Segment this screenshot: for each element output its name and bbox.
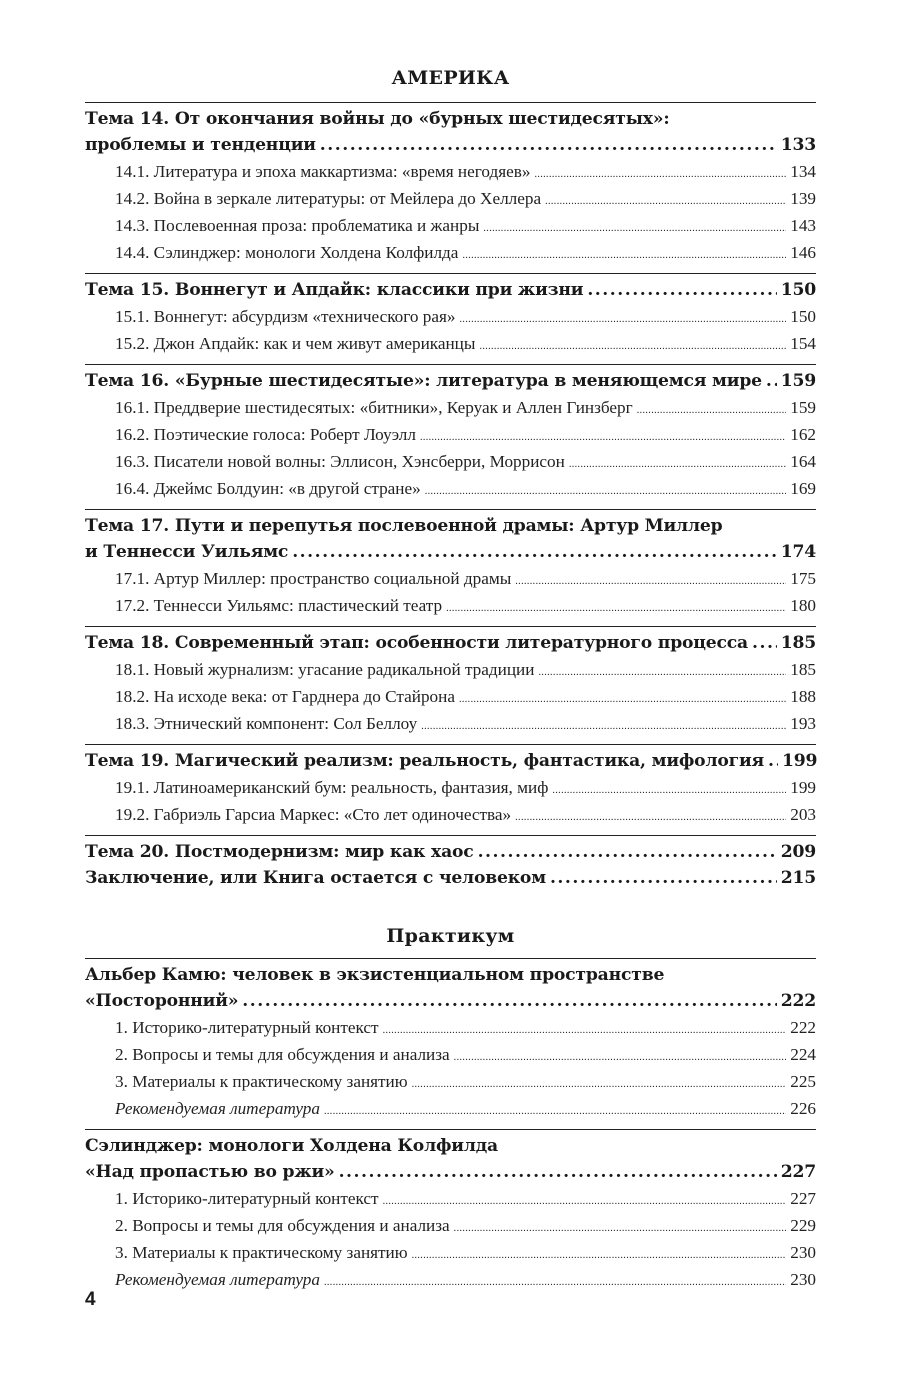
page-ref: 199 bbox=[782, 751, 818, 771]
dot-leader bbox=[637, 406, 787, 416]
topic-title: Тема 15. Воннегут и Апдайк: классики при жизни bbox=[85, 280, 584, 300]
dot-leader bbox=[454, 1224, 787, 1234]
topic-title: Тема 18. Современный этап: особенности литературного процесса bbox=[85, 633, 748, 653]
page-ref: 215 bbox=[780, 868, 816, 888]
dot-leader bbox=[412, 1080, 787, 1090]
subtopic-entry[interactable] bbox=[85, 710, 816, 737]
subtopic-entry[interactable] bbox=[85, 185, 816, 212]
topic-19 bbox=[85, 745, 816, 835]
subtopic-title: 15.2. Джон Апдайк: как и чем живут американцы bbox=[115, 334, 476, 353]
page-ref: 134 bbox=[790, 162, 816, 181]
subtopic-title: 3. Материалы к практическому занятию bbox=[115, 1072, 408, 1091]
dot-leader bbox=[460, 315, 787, 325]
page-ref: 150 bbox=[790, 307, 816, 326]
subtopic-entry[interactable] bbox=[85, 1266, 816, 1293]
dot-leader bbox=[515, 813, 786, 823]
subtopic-entry[interactable] bbox=[85, 421, 816, 448]
subtopic-title: 3. Материалы к практическому занятию bbox=[115, 1243, 408, 1262]
page-ref: 175 bbox=[790, 569, 816, 588]
dot-leader bbox=[545, 197, 786, 207]
dot-leader bbox=[479, 342, 786, 352]
toc-entry[interactable] bbox=[85, 132, 816, 158]
dot-leader bbox=[412, 1251, 787, 1261]
page-ref: 159 bbox=[790, 398, 816, 417]
subtopic-title: 17.2. Теннесси Уильямс: пластический театр bbox=[115, 596, 443, 615]
dot-leader bbox=[768, 748, 778, 774]
subtopic-title: 2. Вопросы и темы для обсуждения и анализа bbox=[115, 1216, 450, 1235]
subtopic-title: 14.1. Литература и эпоха маккартизма: «время негодяев» bbox=[115, 162, 531, 181]
dot-leader bbox=[383, 1026, 787, 1036]
subtopic-title: 1. Историко-литературный контекст bbox=[115, 1189, 379, 1208]
page-ref: 185 bbox=[780, 633, 816, 653]
topic-18 bbox=[85, 627, 816, 744]
subtopic-title: 16.2. Поэтические голоса: Роберт Лоуэлл bbox=[115, 425, 416, 444]
subtopic-entry[interactable] bbox=[85, 303, 816, 330]
subtopic-entry[interactable] bbox=[85, 774, 816, 801]
subtopic-entry[interactable] bbox=[85, 1068, 816, 1095]
topic-14 bbox=[85, 103, 816, 273]
subtopic-entry[interactable] bbox=[85, 565, 816, 592]
dot-leader bbox=[292, 539, 777, 565]
toc-entry[interactable] bbox=[85, 748, 816, 774]
subtopic-entry[interactable] bbox=[85, 158, 816, 185]
dot-leader bbox=[552, 786, 786, 796]
subtopic-entry[interactable] bbox=[85, 592, 816, 619]
subtopic-title: 16.1. Преддверие шестидесятых: «битники», Керуак и Аллен Гинзберг bbox=[115, 398, 633, 417]
dot-leader bbox=[752, 630, 777, 656]
dot-leader bbox=[483, 224, 786, 234]
subtopic-entry[interactable] bbox=[85, 394, 816, 421]
page-ref: 226 bbox=[790, 1099, 816, 1118]
subtopic-title: 18.1. Новый журнализм: угасание радикальной традиции bbox=[115, 660, 535, 679]
dot-leader bbox=[515, 577, 786, 587]
subtopic-title: 17.1. Артур Миллер: пространство социальной драмы bbox=[115, 569, 512, 588]
recommended-literature: Рекомендуемая литература bbox=[115, 1099, 320, 1118]
subtopic-entry[interactable] bbox=[85, 1185, 816, 1212]
dot-leader bbox=[478, 839, 777, 865]
dot-leader bbox=[446, 604, 786, 614]
dot-leader bbox=[242, 988, 776, 1014]
dot-leader bbox=[454, 1053, 787, 1063]
subtopic-title: 18.2. На исходе века: от Гарднера до Стайрона bbox=[115, 687, 455, 706]
dot-leader bbox=[766, 368, 777, 394]
subtopic-title: 14.4. Сэлинджер: монологи Холдена Колфилда bbox=[115, 243, 459, 262]
subtopic-title: 16.3. Писатели новой волны: Эллисон, Хэнсберри, Моррисон bbox=[115, 452, 565, 471]
topic-title-line[interactable]: Альбер Камю: человек в экзистенциальном пространстве bbox=[85, 965, 665, 985]
dot-leader bbox=[459, 695, 786, 705]
subtopic-entry[interactable] bbox=[85, 1041, 816, 1068]
practicum-work-2 bbox=[85, 1130, 816, 1300]
page-ref: 139 bbox=[790, 189, 816, 208]
dot-leader bbox=[324, 1278, 786, 1288]
dot-leader bbox=[550, 865, 777, 891]
toc-entry[interactable] bbox=[85, 368, 816, 394]
toc-entry[interactable] bbox=[85, 630, 816, 656]
dot-leader bbox=[425, 487, 787, 497]
dot-leader bbox=[324, 1107, 786, 1117]
toc-entry[interactable] bbox=[85, 1159, 816, 1185]
topic-title: Тема 20. Постмодернизм: мир как хаос bbox=[85, 842, 474, 862]
section-title-america: АМЕРИКА bbox=[391, 67, 510, 89]
page-ref: 159 bbox=[780, 371, 816, 391]
subtopic-entry[interactable] bbox=[85, 683, 816, 710]
section-title-practicum: Практикум bbox=[386, 925, 515, 947]
practicum-work-1 bbox=[85, 959, 816, 1129]
toc-entry[interactable] bbox=[85, 865, 816, 891]
topic-title-line[interactable]: Тема 14. От окончания войны до «бурных шестидесятых»: bbox=[85, 109, 670, 129]
toc-entry[interactable] bbox=[85, 988, 816, 1014]
page-ref: 199 bbox=[790, 778, 816, 797]
subtopic-title: 16.4. Джеймс Болдуин: «в другой стране» bbox=[115, 479, 421, 498]
page-ref: 164 bbox=[790, 452, 816, 471]
page-ref: 133 bbox=[780, 135, 816, 155]
dot-leader bbox=[339, 1159, 777, 1185]
subtopic-entry[interactable] bbox=[85, 801, 816, 828]
subtopic-entry[interactable] bbox=[85, 1095, 816, 1122]
recommended-literature: Рекомендуемая литература bbox=[115, 1270, 320, 1289]
page-ref: 180 bbox=[790, 596, 816, 615]
subtopic-entry[interactable] bbox=[85, 239, 816, 266]
dot-leader bbox=[462, 251, 786, 261]
page-ref: 188 bbox=[790, 687, 816, 706]
page-ref: 150 bbox=[780, 280, 816, 300]
page-ref: 143 bbox=[790, 216, 816, 235]
dot-leader bbox=[420, 433, 786, 443]
topic-title: Тема 19. Магический реализм: реальность, фантастика, мифология bbox=[85, 751, 765, 771]
subtopic-title: 19.1. Латиноамериканский бум: реальность, фантазия, миф bbox=[115, 778, 549, 797]
topic-15 bbox=[85, 274, 816, 364]
page-ref: 209 bbox=[780, 842, 816, 862]
subtopic-title: 14.3. Послевоенная проза: проблематика и жанры bbox=[115, 216, 480, 235]
page-ref: 174 bbox=[780, 542, 816, 562]
subtopic-title: 19.2. Габриэль Гарсиа Маркес: «Сто лет одиночества» bbox=[115, 805, 512, 824]
subtopic-entry[interactable] bbox=[85, 1014, 816, 1041]
page-ref: 162 bbox=[790, 425, 816, 444]
subtopic-entry[interactable] bbox=[85, 475, 816, 502]
toc-entry[interactable] bbox=[85, 277, 816, 303]
page-ref: 230 bbox=[790, 1270, 816, 1289]
toc-entry[interactable] bbox=[85, 539, 816, 565]
topic-17 bbox=[85, 510, 816, 626]
page-ref: 224 bbox=[790, 1045, 816, 1064]
subtopic-title: 1. Историко-литературный контекст bbox=[115, 1018, 379, 1037]
page-ref: 203 bbox=[790, 805, 816, 824]
topic-16 bbox=[85, 365, 816, 509]
subtopic-entry[interactable] bbox=[85, 212, 816, 239]
dot-leader bbox=[320, 132, 777, 158]
dot-leader bbox=[569, 460, 786, 470]
final-entries bbox=[85, 836, 816, 898]
subtopic-title: 15.1. Воннегут: абсурдизм «технического рая» bbox=[115, 307, 456, 326]
dot-leader bbox=[534, 170, 786, 180]
page-ref: 222 bbox=[790, 1018, 816, 1037]
topic-title: проблемы и тенденции bbox=[85, 135, 316, 155]
page-ref: 225 bbox=[790, 1072, 816, 1091]
page-ref: 154 bbox=[790, 334, 816, 353]
dot-leader bbox=[421, 722, 786, 732]
table-of-contents bbox=[85, 66, 816, 1300]
page-ref: 229 bbox=[790, 1216, 816, 1235]
subtopic-entry[interactable] bbox=[85, 1239, 816, 1266]
toc-entry[interactable] bbox=[85, 839, 816, 865]
page-ref: 230 bbox=[790, 1243, 816, 1262]
subtopic-title: 18.3. Этнический компонент: Сол Беллоу bbox=[115, 714, 418, 733]
page-ref: 169 bbox=[790, 479, 816, 498]
subtopic-entry[interactable] bbox=[85, 1212, 816, 1239]
subtopic-entry[interactable] bbox=[85, 330, 816, 357]
page-ref: 146 bbox=[790, 243, 816, 262]
page-ref: 227 bbox=[790, 1189, 816, 1208]
topic-title-line[interactable]: Сэлинджер: монологи Холдена Колфилда bbox=[85, 1136, 498, 1156]
topic-title: «Посторонний» bbox=[85, 991, 239, 1011]
topic-title: Тема 16. «Бурные шестидесятые»: литература в меняющемся мире bbox=[85, 371, 762, 391]
dot-leader bbox=[587, 277, 776, 303]
page-ref: 227 bbox=[780, 1162, 816, 1182]
topic-title-line[interactable]: Тема 17. Пути и перепутья послевоенной драмы: Артур Миллер bbox=[85, 516, 723, 536]
subtopic-title: 2. Вопросы и темы для обсуждения и анализа bbox=[115, 1045, 450, 1064]
page-number: 4 bbox=[85, 1289, 96, 1310]
subtopic-entry[interactable] bbox=[85, 656, 816, 683]
dot-leader bbox=[383, 1197, 787, 1207]
page-ref: 193 bbox=[790, 714, 816, 733]
dot-leader bbox=[538, 668, 786, 678]
subtopic-title: 14.2. Война в зеркале литературы: от Мейлера до Хеллера bbox=[115, 189, 542, 208]
topic-title: «Над пропастью во ржи» bbox=[85, 1162, 335, 1182]
page-ref: 222 bbox=[780, 991, 816, 1011]
topic-title: Заключение, или Книга остается с человеком bbox=[85, 868, 546, 888]
subtopic-entry[interactable] bbox=[85, 448, 816, 475]
page-ref: 185 bbox=[790, 660, 816, 679]
topic-title: и Теннесси Уильямс bbox=[85, 542, 289, 562]
